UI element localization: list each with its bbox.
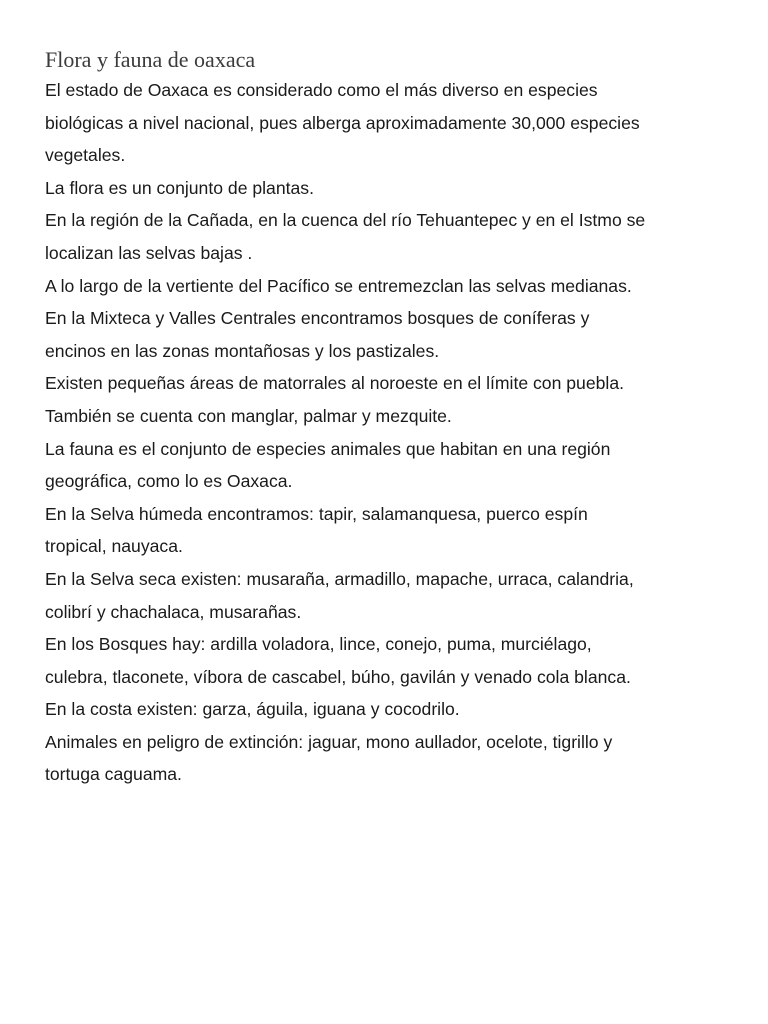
document-title: Flora y fauna de oaxaca [45, 47, 256, 72]
text-line: El estado de Oaxaca es considerado como el más diverso en especies [45, 80, 598, 100]
text-line: tortuga caguama. [45, 764, 182, 785]
text-line: colibrí y chachalaca, musarañas. [45, 601, 302, 622]
text-line: También se cuenta con manglar, palmar y mezquite. [45, 405, 452, 426]
text-line: biológicas a nivel nacional, pues alberga aproximadamente 30,000 especies [45, 112, 640, 133]
text-line: En la región de la Cañada, en la cuenca del río Tehuantepec y en el Istmo se [45, 210, 646, 231]
text-line: En los Bosques hay: ardilla voladora, lince, conejo, puma, murciélago, [45, 634, 592, 655]
text-line: A lo largo de la vertiente del Pacífico se entremezclan las selvas medianas. [45, 275, 632, 296]
text-line: La flora es un conjunto de plantas. [45, 177, 314, 198]
text-line: localizan las selvas bajas . [45, 242, 253, 263]
text-line: geográfica, como lo es Oaxaca. [45, 471, 293, 492]
text-line: culebra, tlaconete, víbora de cascabel, búho, gavilán y venado cola blanca. [45, 666, 631, 687]
text-line: tropical, nauyaca. [45, 536, 183, 557]
text-line: vegetales. [45, 145, 126, 166]
text-line: Existen pequeñas áreas de matorrales al noroeste en el límite con puebla. [45, 373, 624, 394]
text-line: encinos en las zonas montañosas y los pastizales. [45, 340, 440, 361]
text-line: En la costa existen: garza, águila, iguana y cocodrilo. [45, 699, 460, 720]
text-line: En la Mixteca y Valles Centrales encontramos bosques de coníferas y [45, 308, 590, 329]
text-line: La fauna es el conjunto de especies animales que habitan en una región [45, 438, 611, 459]
text-line: Animales en peligro de extinción: jaguar, mono aullador, ocelote, tigrillo y [45, 731, 613, 752]
text-line: En la Selva húmeda encontramos: tapir, salamanquesa, puerco espín [45, 503, 588, 524]
text-line: En la Selva seca existen: musaraña, armadillo, mapache, urraca, calandria, [45, 568, 634, 589]
document-body [45, 74, 755, 791]
